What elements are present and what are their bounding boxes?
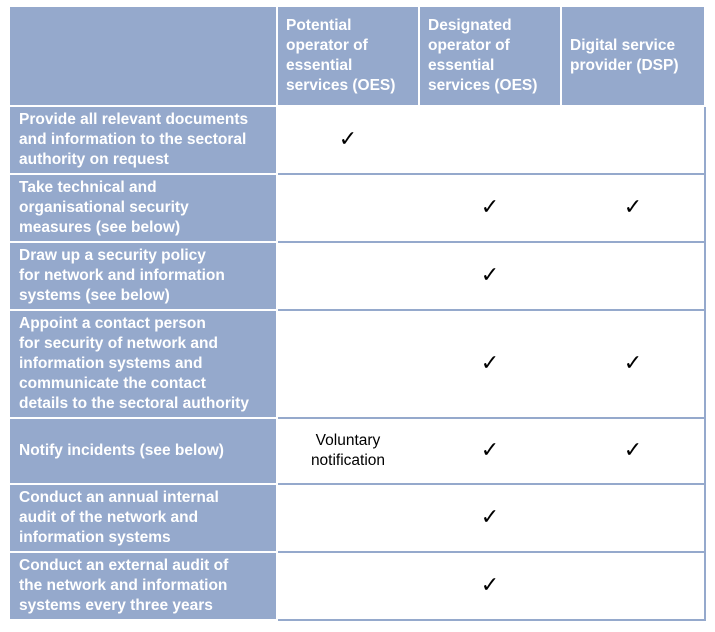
cell-designated-oes — [419, 484, 561, 552]
obligations-table — [8, 5, 706, 621]
cell-potential-oes — [277, 106, 419, 174]
table-row — [9, 484, 705, 552]
cell-designated-oes — [419, 106, 561, 174]
cell-potential-oes — [277, 418, 419, 484]
cell-text: Voluntary notification — [310, 432, 386, 469]
checkmark-icon: ✓ — [623, 194, 643, 219]
table-row — [9, 242, 705, 310]
header-dsp: Digital service provider (DSP) — [561, 6, 705, 106]
cell-dsp — [561, 106, 705, 174]
checkmark-icon: ✓ — [480, 437, 500, 462]
cell-designated-oes — [419, 552, 561, 620]
checkmark-icon: ✓ — [480, 262, 500, 287]
task-cell: Provide all relevant documents and information to the sectoral authority on request — [9, 106, 277, 174]
cell-dsp — [561, 484, 705, 552]
cell-designated-oes — [419, 418, 561, 484]
cell-dsp — [561, 310, 705, 418]
task-cell: Notify incidents (see below) — [9, 418, 277, 484]
checkmark-icon: ✓ — [480, 350, 500, 375]
table-row — [9, 552, 705, 620]
task-cell: Conduct an annual internal audit of the network and information systems — [9, 484, 277, 552]
cell-designated-oes — [419, 242, 561, 310]
task-cell: Take technical and organisational security measures (see below) — [9, 174, 277, 242]
cell-dsp — [561, 242, 705, 310]
cell-potential-oes — [277, 552, 419, 620]
cell-potential-oes — [277, 484, 419, 552]
task-cell: Appoint a contact person for security of network and information systems and communicate the contact details to the sectoral authority — [9, 310, 277, 418]
checkmark-icon: ✓ — [480, 504, 500, 529]
cell-potential-oes — [277, 174, 419, 242]
task-cell: Conduct an external audit of the network and information systems every three years — [9, 552, 277, 620]
checkmark-icon: ✓ — [623, 437, 643, 462]
cell-potential-oes — [277, 310, 419, 418]
checkmark-icon: ✓ — [480, 572, 500, 597]
checkmark-icon: ✓ — [338, 126, 358, 151]
header-designated-oes: Designated operator of essential services (OES) — [419, 6, 561, 106]
cell-dsp — [561, 552, 705, 620]
checkmark-icon: ✓ — [480, 194, 500, 219]
cell-designated-oes — [419, 174, 561, 242]
obligations-table-wrapper — [8, 5, 706, 621]
table-row — [9, 106, 705, 174]
table-row — [9, 418, 705, 484]
task-cell: Draw up a security policy for network and information systems (see below) — [9, 242, 277, 310]
header-row — [9, 6, 705, 106]
cell-potential-oes — [277, 242, 419, 310]
table-body — [9, 106, 705, 620]
cell-dsp — [561, 174, 705, 242]
table-row — [9, 310, 705, 418]
cell-designated-oes — [419, 310, 561, 418]
table-row — [9, 174, 705, 242]
checkmark-icon: ✓ — [623, 350, 643, 375]
header-corner-cell — [9, 6, 277, 106]
header-potential-oes: Potential operator of essential services (OES) — [277, 6, 419, 106]
cell-dsp — [561, 418, 705, 484]
